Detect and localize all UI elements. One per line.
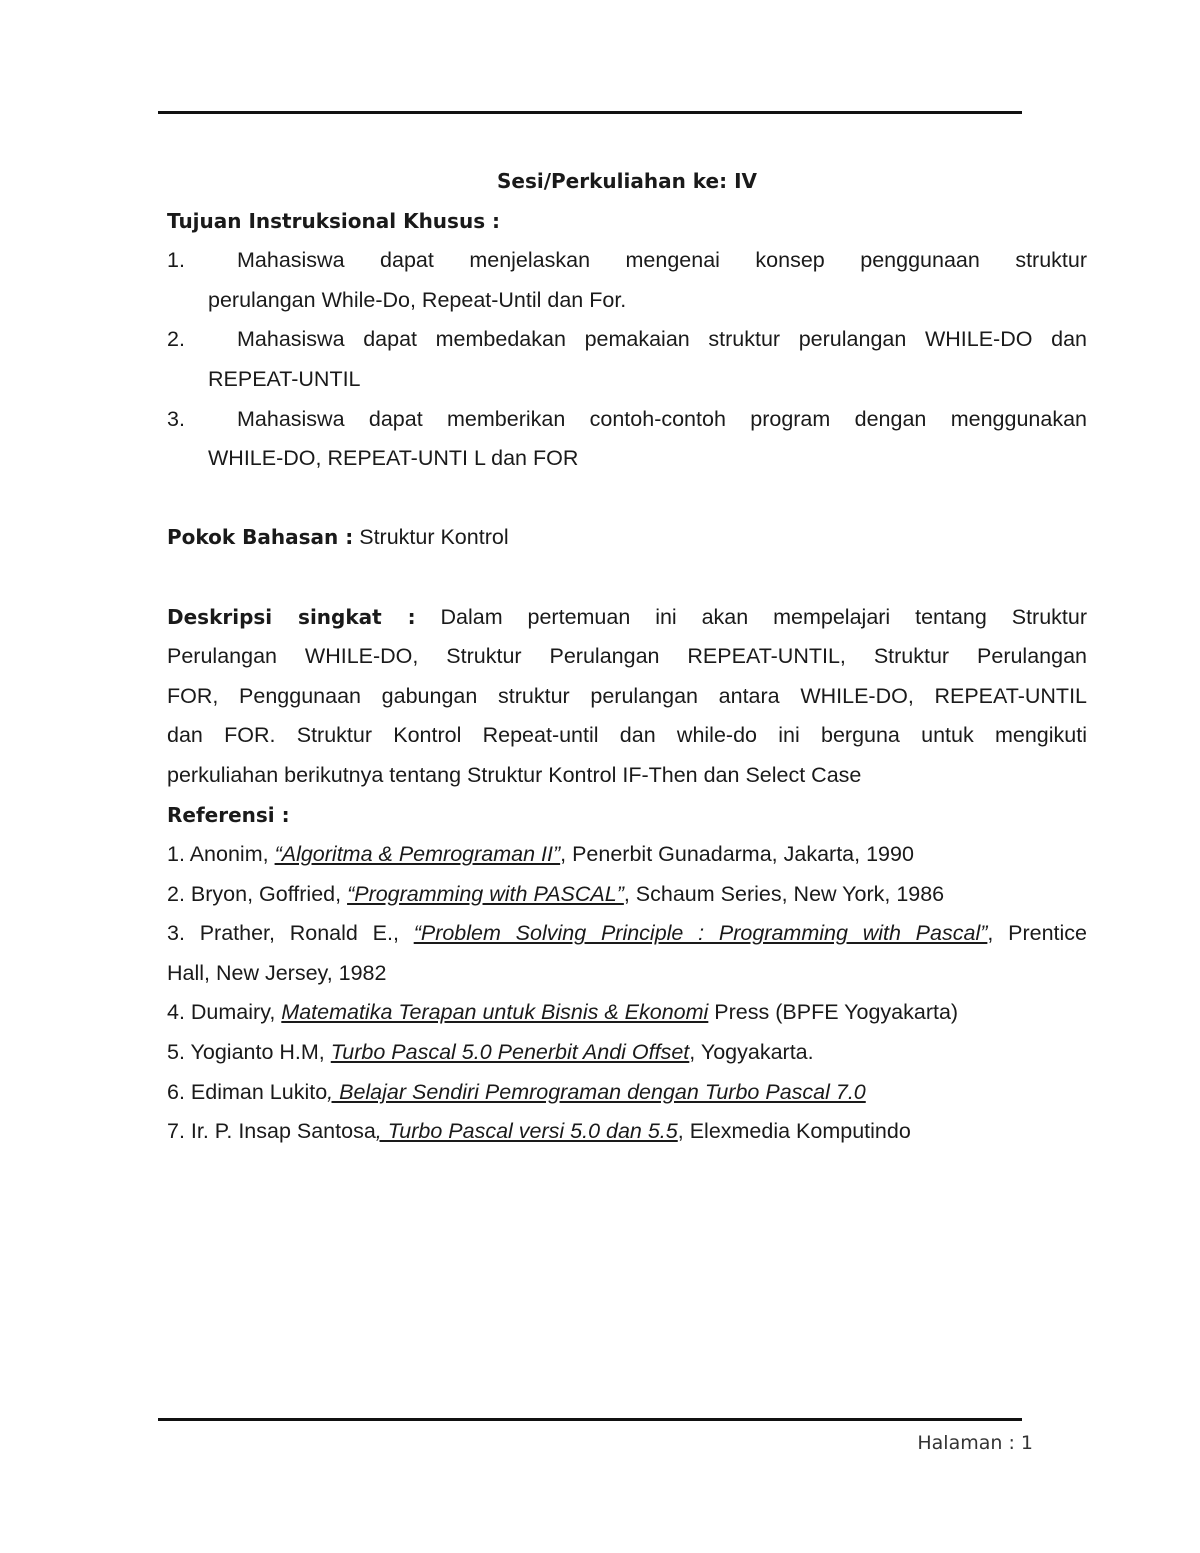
reference-author: 2. Bryon, Goffried, <box>167 881 348 906</box>
objective-item-1 <box>167 241 1087 281</box>
description-line-5: perkuliahan berikutnya tentang Struktur Kontrol IF-Then dan Select Case <box>167 762 862 787</box>
reference-title: Matematika Terapan untuk Bisnis & Ekonomi <box>281 1000 709 1025</box>
description-line-2: Perulangan WHILE-DO, Struktur Perulangan REPEAT-UNTIL, Struktur Perulangan <box>167 644 1087 669</box>
reference-publisher: , Prentice <box>987 921 1087 946</box>
reference-title: “Problem Solving Principle : Programming with Pascal” <box>413 921 988 946</box>
reference-item-cont: Hall, New Jersey, 1982 <box>167 960 387 985</box>
objective-text: Mahasiswa dapat menjelaskan mengenai konsep penggunaan struktur <box>237 248 1087 273</box>
page-number: Halaman : 1 <box>917 1432 1033 1454</box>
reference-publisher: , Yogyakarta. <box>689 1040 814 1065</box>
reference-publisher: , Elexmedia Komputindo <box>677 1119 911 1144</box>
document-body <box>167 162 1087 1152</box>
objective-item-2 <box>167 320 1087 360</box>
reference-item <box>167 993 1087 1033</box>
objective-item-3-cont: WHILE-DO, REPEAT-UNTI L dan FOR <box>208 446 579 471</box>
reference-item <box>167 1033 1087 1073</box>
reference-item <box>167 1112 1087 1152</box>
reference-author: 1. Anonim, <box>167 842 275 867</box>
references-label: Referensi : <box>167 802 290 827</box>
description-text: Dalam pertemuan ini akan mempelajari tentang Struktur <box>415 604 1087 629</box>
reference-title: “Algoritma & Pemrograman II” <box>274 842 561 867</box>
reference-item <box>167 1073 1087 1113</box>
header-rule <box>158 111 1022 114</box>
topic-line <box>167 518 1087 558</box>
objectives-label: Tujuan Instruksional Khusus : <box>167 208 501 233</box>
description-line-3: FOR, Penggunaan gabungan struktur perulangan antara WHILE-DO, REPEAT-UNTIL <box>167 683 1087 708</box>
reference-item <box>167 875 1087 915</box>
reference-author: 7. Ir. P. Insap Santosa <box>167 1119 376 1144</box>
reference-title: , Turbo Pascal versi 5.0 dan 5.5 <box>375 1119 678 1144</box>
objective-item-3 <box>167 400 1087 440</box>
objective-text: Mahasiswa dapat membedakan pemakaian struktur perulangan WHILE-DO dan <box>237 327 1087 352</box>
reference-title: , Belajar Sendiri Pemrograman dengan Turbo Pascal 7.0 <box>327 1079 866 1104</box>
description-line-1 <box>167 598 1087 638</box>
reference-item <box>167 914 1087 954</box>
session-heading: Sesi/Perkuliahan ke: IV <box>496 169 757 193</box>
reference-publisher: Press (BPFE Yogyakarta) <box>708 1000 959 1025</box>
reference-publisher: , Schaum Series, New York, 1986 <box>623 881 945 906</box>
objective-number: 3. <box>167 406 185 431</box>
objective-item-2-cont: REPEAT-UNTIL <box>208 366 361 391</box>
reference-title: “Programming with PASCAL” <box>347 881 624 906</box>
objective-item-1-cont: perulangan While-Do, Repeat-Until dan For. <box>208 287 627 312</box>
description-label: Deskripsi singkat : <box>167 604 416 629</box>
reference-title: Turbo Pascal 5.0 Penerbit Andi Offset <box>330 1040 690 1065</box>
reference-author: 6. Ediman Lukito <box>167 1079 328 1104</box>
reference-author: 5. Yogianto H.M, <box>167 1040 331 1065</box>
reference-publisher: , Penerbit Gunadarma, Jakarta, 1990 <box>560 842 914 867</box>
footer-rule <box>158 1418 1022 1421</box>
reference-author: 4. Dumairy, <box>167 1000 282 1025</box>
reference-item <box>167 835 1087 875</box>
objective-text: Mahasiswa dapat memberikan contoh-contoh program dengan menggunakan <box>237 406 1087 431</box>
topic-value: Struktur Kontrol <box>353 525 509 550</box>
topic-label: Pokok Bahasan : <box>167 525 354 550</box>
objective-number: 1. <box>167 248 185 273</box>
reference-author: 3. Prather, Ronald E., <box>167 921 414 946</box>
description-line-4: dan FOR. Struktur Kontrol Repeat-until dan while-do ini berguna untuk mengikuti <box>167 723 1087 748</box>
objective-number: 2. <box>167 327 185 352</box>
